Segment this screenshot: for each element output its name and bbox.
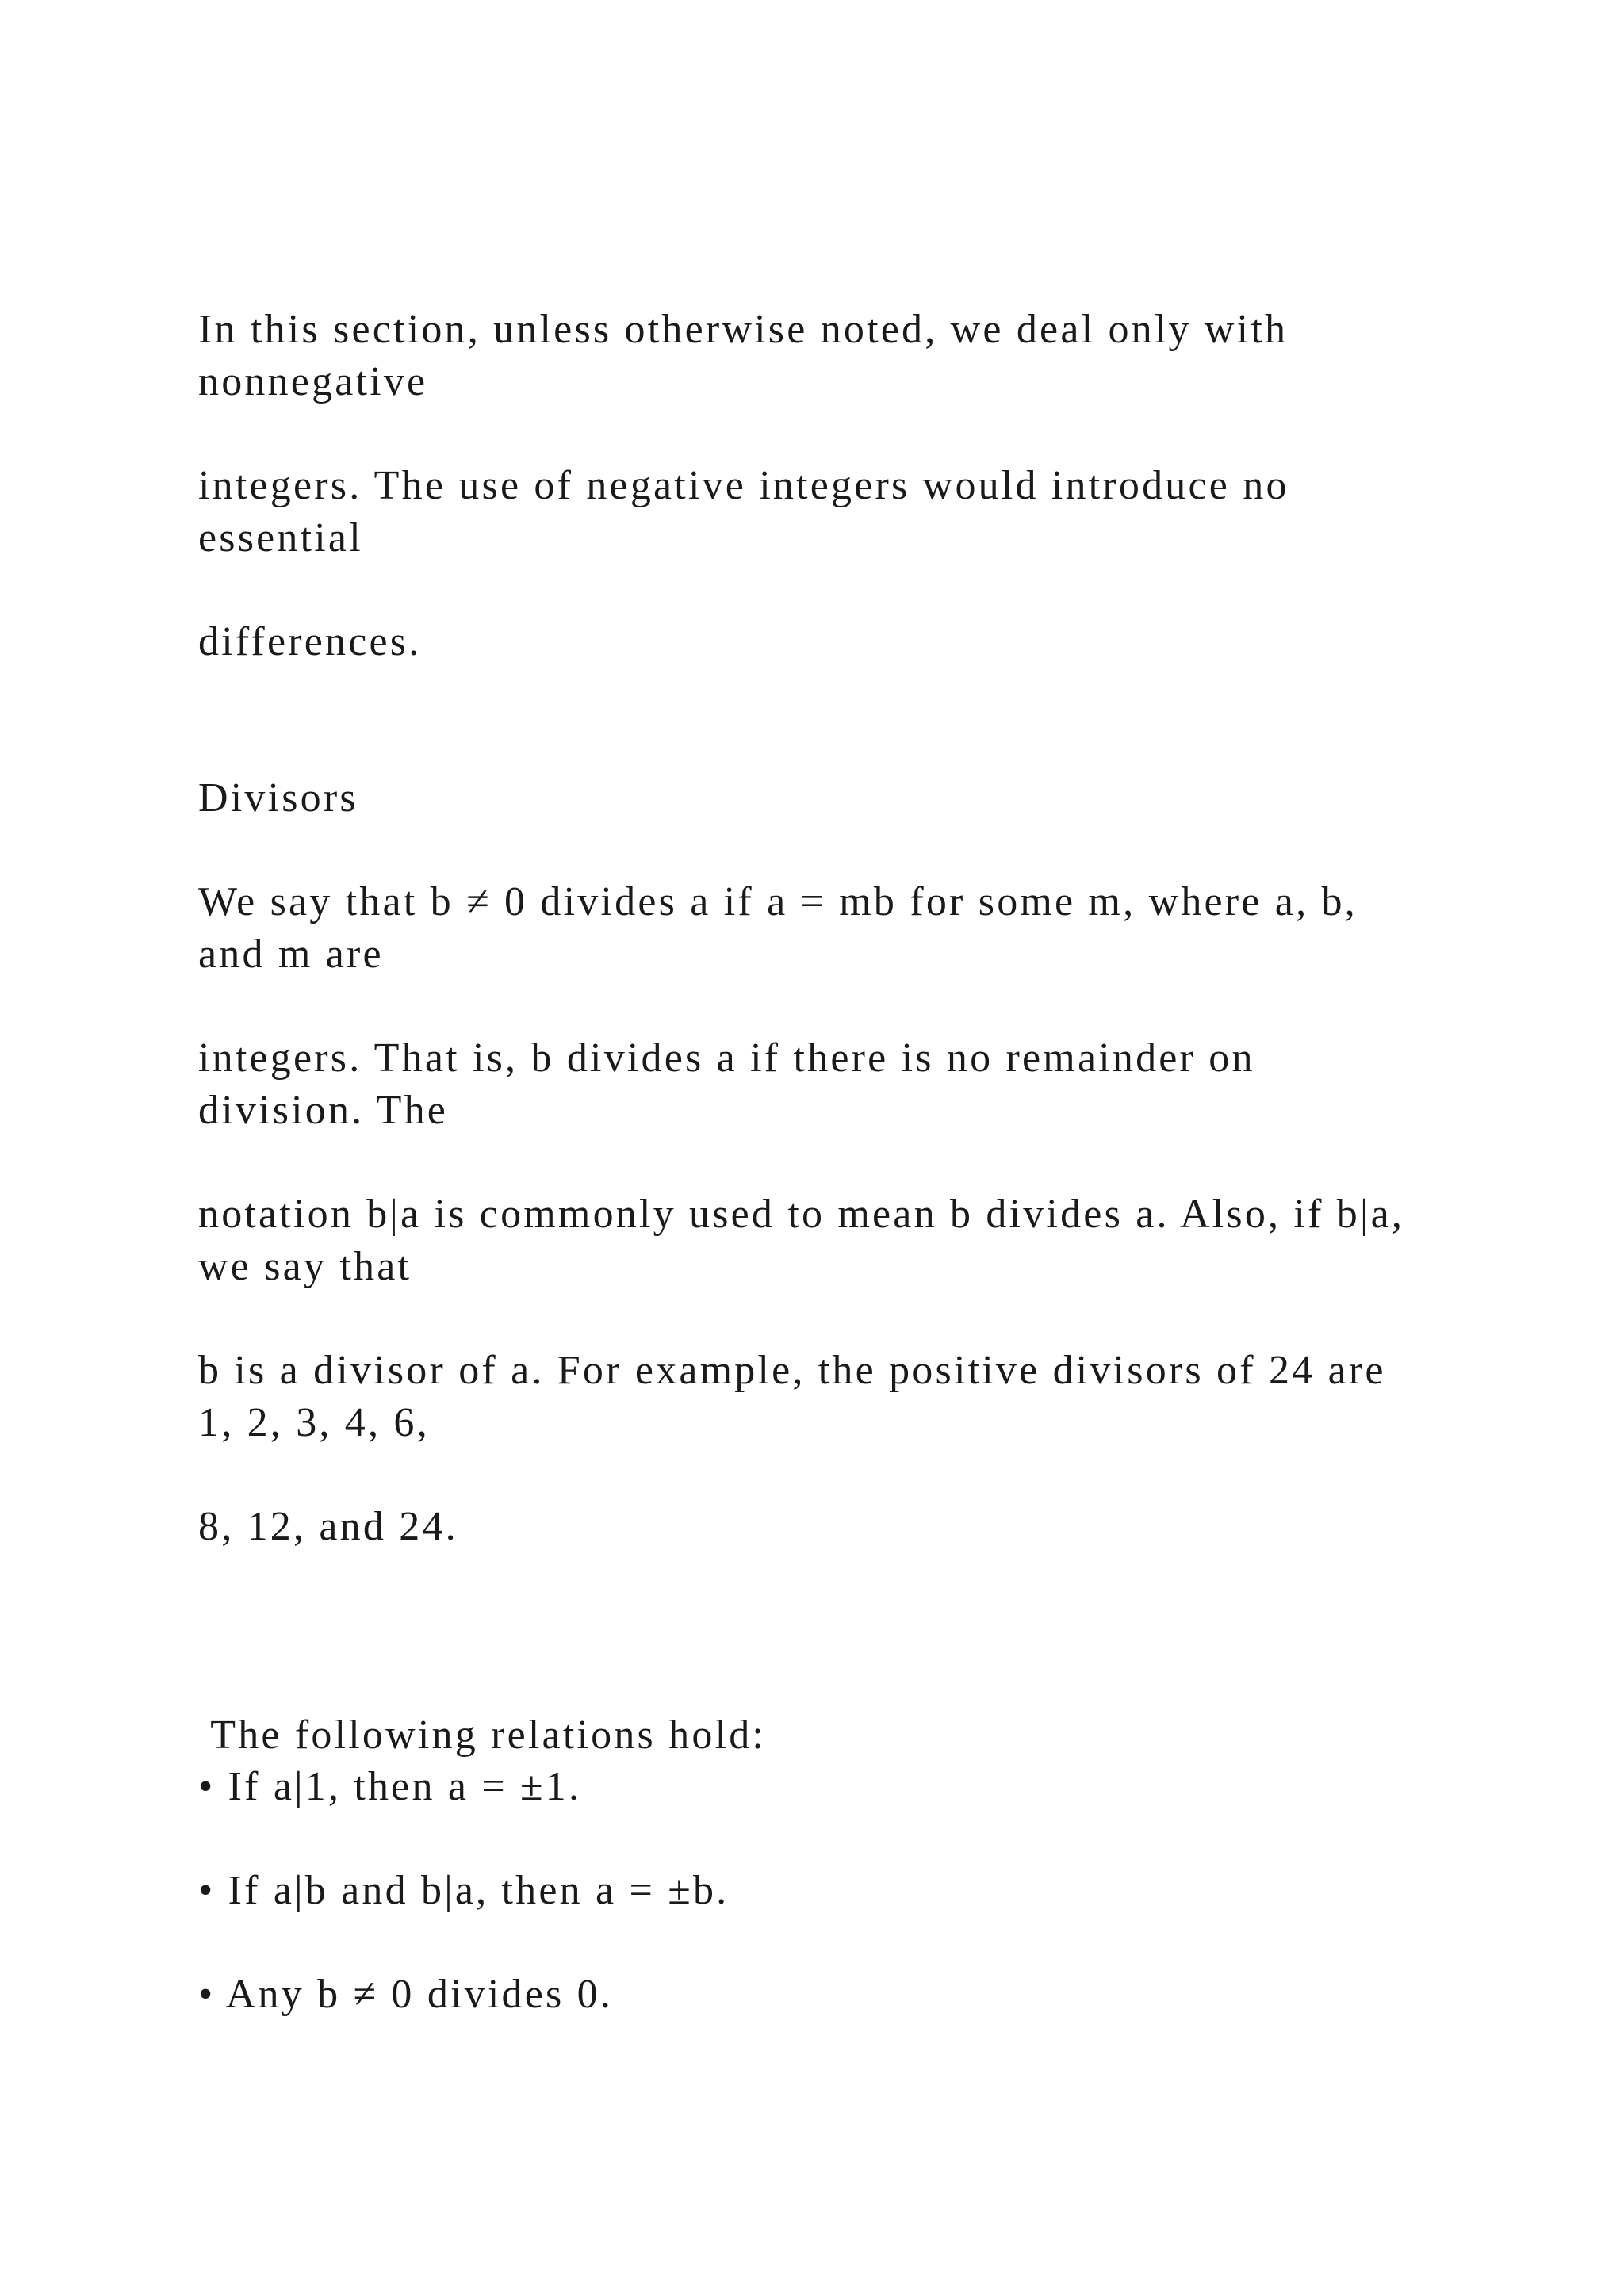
paragraph-differences: [198, 616, 1435, 668]
text-line: In this section, unless otherwise noted, we deal only with: [198, 307, 1289, 352]
heading-text: Divisors: [198, 775, 358, 821]
bullet-item-1: [198, 1761, 1435, 1813]
text-line: b is a divisor of a. For example, the positive divisors of 24 are: [198, 1348, 1386, 1393]
paragraph-no-remainder: [198, 1032, 1435, 1137]
text-line: 8, 12, and 24.: [198, 1504, 458, 1549]
paragraph-notation: [198, 1188, 1435, 1293]
bullet-item-2: [198, 1865, 1435, 1917]
text-line: 1, 2, 3, 4, 6,: [198, 1400, 430, 1445]
paragraph-example: [198, 1345, 1435, 1449]
list-item: • If a|b and b|a, then a = ±b.: [198, 1868, 730, 1913]
paragraph-relations-intro: [198, 1605, 1435, 1866]
bullet-item-3: [198, 1969, 1435, 2021]
text-line: division. The: [198, 1088, 449, 1133]
paragraph-negative-integers: [198, 460, 1435, 564]
text-line: notation b|a is commonly used to mean b divides a. Also, if b|a,: [198, 1192, 1405, 1237]
text-line: we say that: [198, 1244, 412, 1289]
paragraph-example-end: [198, 1501, 1435, 1553]
list-item: • Any b ≠ 0 divides 0.: [198, 1972, 614, 2017]
text-line: essential: [198, 515, 363, 561]
text-line: The following relations hold:: [198, 1712, 767, 1758]
text-line: We say that b ≠ 0 divides a if a = mb for some m, where a, b,: [198, 879, 1358, 924]
text-line: differences.: [198, 619, 422, 664]
paragraph-definition: [198, 876, 1435, 981]
text-line: integers. That is, b divides a if there is no remainder on: [198, 1035, 1255, 1081]
paragraph-intro: [198, 304, 1435, 408]
section-heading-divisors: [198, 772, 1435, 825]
text-line: nonnegative: [198, 359, 428, 404]
list-item: • If a|1, then a = ±1.: [198, 1764, 582, 1809]
text-line: integers. The use of negative integers would introduce no: [198, 463, 1289, 508]
text-line: and m are: [198, 932, 384, 977]
